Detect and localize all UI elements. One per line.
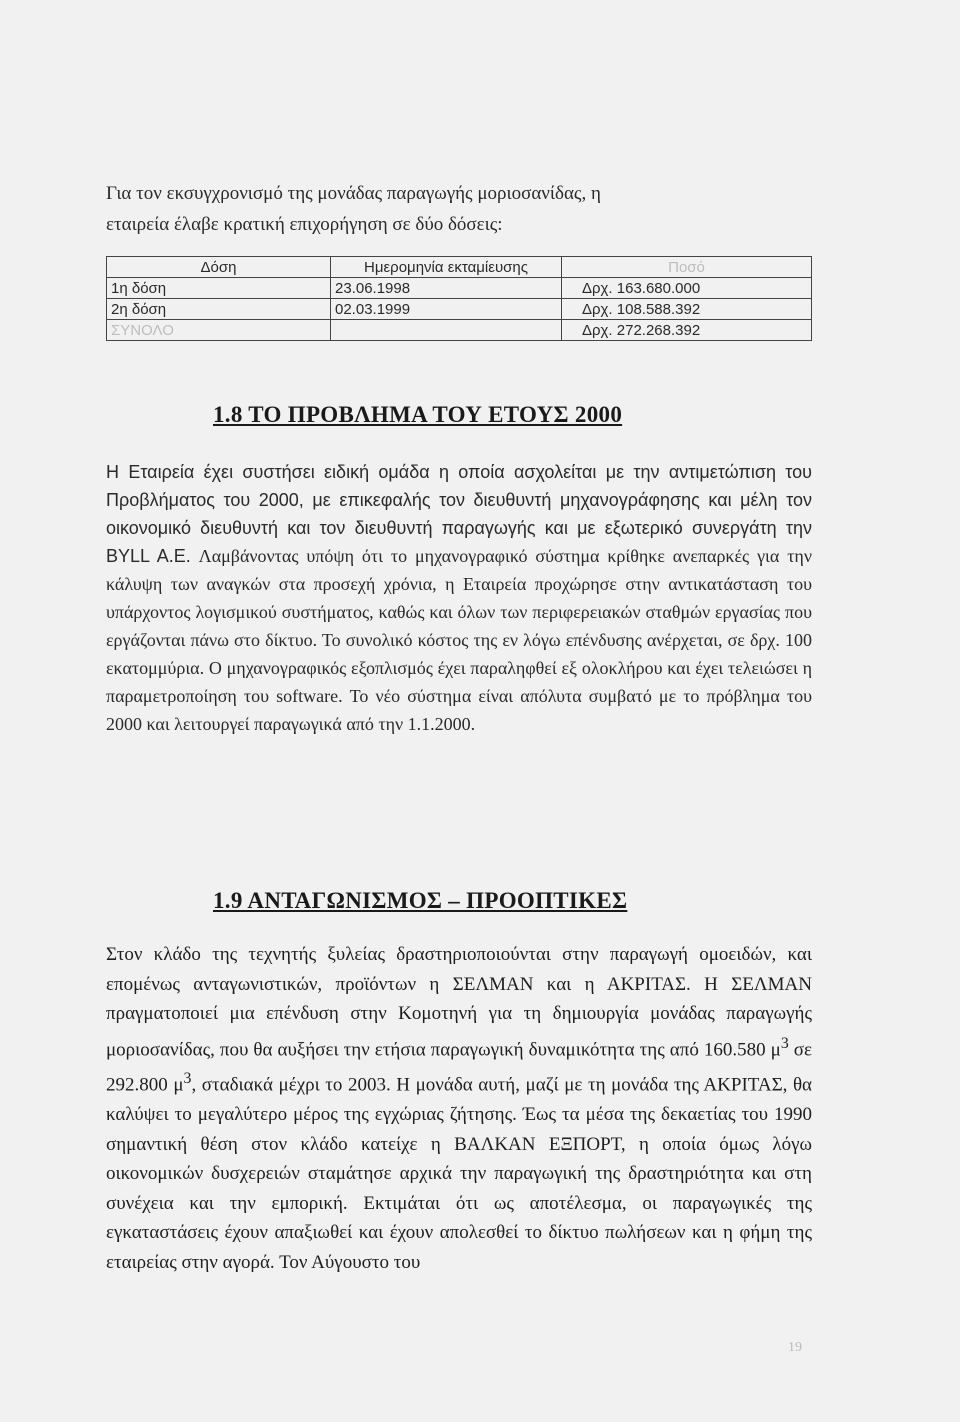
grants-table <box>106 256 812 341</box>
intro-text <box>106 178 786 240</box>
table-total-row <box>107 320 812 341</box>
total-label: ΣΥΝΟΛΟ <box>107 320 331 341</box>
intro-line-2: εταιρεία έλαβε κρατική επιχορήγηση σε δύο δόσεις: <box>106 214 503 235</box>
y2k-team-text: Η Εταιρεία έχει συστήσει ειδική ομάδα η οποία ασχολείται με την αντιμετώπιση του Προβλήματος του 2000, με επικεφαλής τον διευθυντή μηχανογράφησης και μέλη τον οικονομικό διευθυντή και τον διευθυντή παραγωγής και με εξωτερικό συνεργάτη την BYLL A.E. <box>106 462 812 566</box>
competition-text-c: , σταδιακά μέχρι το 2003. Η μονάδα αυτή, μαζί με τη μονάδα της ΑΚΡΙΤΑΣ, θα καλύψει το μεγαλύτερο μέρος της εγχώριας ζήτησης. Έως τα μέσα της δεκαετίας του 1990 σημαντική θέση στον κλάδο κατείχε η ΒΑΛΚΑΝ ΕΞΠΟΡΤ, η οποία όμως λόγω οικονομικών δυσχερειών σταμάτησε αρχικά την παραγωγική της δραστηριότητα και στη συνέχεια και την εμπορική. Εκτιμάται ότι ως αποτέλεσμα, οι παραγωγικές της εγκαταστάσεις έχουν απαξιωθεί και έχουν απολεσθεί το δίκτυο πωλήσεων και η φήμη της εταιρείας στην αγορά. Τον Αύγουστο του <box>106 1074 813 1273</box>
section-1-8-paragraph <box>106 458 812 738</box>
section-1-9-paragraph <box>106 940 812 1277</box>
table-header-row <box>107 257 812 278</box>
superscript-cubic-2: 3 <box>183 1070 192 1088</box>
header-amount: Ποσό <box>562 257 812 278</box>
row-amount: Δρχ. 163.680.000 <box>562 278 812 299</box>
section-heading-1-8: 1.8 ΤΟ ΠΡΟΒΛΗΜΑ ΤΟΥ ΕΤΟΥΣ 2000 <box>213 402 623 427</box>
header-date: Ημερομηνία εκταμίευσης <box>331 257 562 278</box>
y2k-system-text: Λαμβάνοντας υπόψη ότι το μηχανογραφικό σύστημα κρίθηκε ανεπαρκές για την κάλυψη των αναγκών στα προσεχή χρόνια, η Εταιρεία προχώρησε στην αντικατάσταση του υπάρχοντος λογισμικού συστήματος, καθώς και όλων των περιφερειακών σταθμών εργασίας που εργάζονται πάνω στο δίκτυο. Το συνολικό κόστος της εν λόγω επένδυσης ανέρχεται, σε δρχ. 100 εκατομμύρια. Ο μηχανογραφικός εξοπλισμός έχει παραληφθεί εξ ολοκλήρου και έχει τελειώσει η παραμετροποίηση του software. Το νέο σύστημα είναι απόλυτα συμβατό με το πρόβλημα του 2000 και λειτουργεί παραγωγικά από την 1.1.2000. <box>106 546 812 734</box>
intro-line-1: Για τον εκσυγχρονισμό της μονάδας παραγωγής μοριοσανίδας, η <box>106 183 601 204</box>
row-date: 02.03.1999 <box>331 299 562 320</box>
row-date: 23.06.1998 <box>331 278 562 299</box>
table-row <box>107 299 812 320</box>
section-heading-1-9: 1.9 ΑΝΤΑΓΩΝΙΣΜΟΣ – ΠΡΟΟΠΤΙΚΕΣ <box>213 888 628 913</box>
row-label: 1η δόση <box>107 278 331 299</box>
header-installment: Δόση <box>107 257 331 278</box>
row-label: 2η δόση <box>107 299 331 320</box>
total-date <box>331 320 562 341</box>
page-number: 19 <box>788 1340 802 1355</box>
competition-text-b: σε 292.800 μ <box>106 1038 812 1096</box>
table-row <box>107 278 812 299</box>
competition-text-a: Στον κλάδο της τεχνητής ξυλείας δραστηριοποιούνται στην παραγωγή ομοειδών, και επομένως ανταγωνιστικών, προϊόντων η ΣΕΛΜΑΝ και η ΑΚΡΙΤΑΣ. Η ΣΕΛΜΑΝ πραγματοποιεί μια επένδυση στην Κομοτηνή για τη δημιουργία μονάδας παραγωγής μοριοσανίδας, που θα αυξήσει την ετήσια παραγωγική δυναμικότητα της από 160.580 μ <box>106 944 812 1060</box>
row-amount: Δρχ. 108.588.392 <box>562 299 812 320</box>
total-amount: Δρχ. 272.268.392 <box>562 320 812 341</box>
superscript-cubic-1: 3 <box>780 1034 789 1052</box>
